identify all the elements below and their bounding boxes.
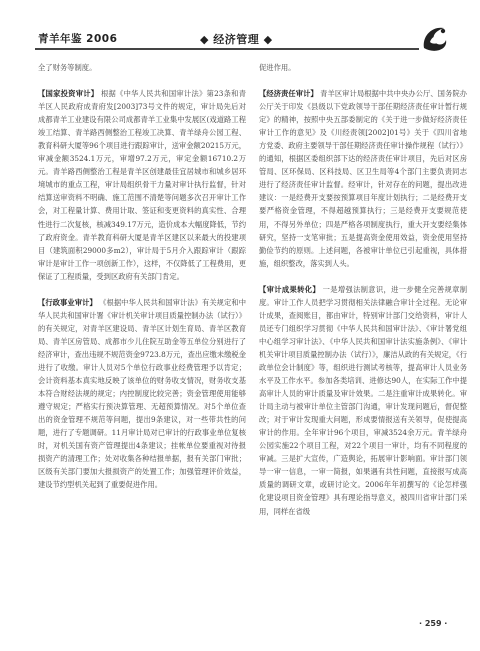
paragraph-heading: 【行政事业审计】 xyxy=(38,297,97,307)
page-header xyxy=(0,0,480,62)
paragraph-text: 青羊区审计局根据中共中央办公厅、国务院办公厅关于印发《县级以下党政领导干部任期经济责任审计暂行规定》的精神，按照中央五部委制定的《关于进一步做好经济责任审计工作的意见》及《川经责领[2002]01号》关于《四川省地方党委、政府主要领导干部任期经济责任审计操作规程（试行）》的通知，根据区委组织部下达的经济责任审计项目，先后对区房管局、区环保局、区科技局、区卫生局等4个部门主要负责同志进行了经济责任审计监督。经审计，针对存在的问题，提出改进建议：一是经费开支要按预算项目年度计划执行；二是经费开支要严格资金管理，不得超越预算执行；三是经费开支要规范使用，不得另外单位；四是严格各项制度执行，重大开支要经集体研究，坚持一支笔审批；五是提高资金使用效益，资金使用坚持勤俭节约的原则。上述问题，各被审计单位已引起重视，具体措施，组织整改，落实到人头。 xyxy=(259,89,467,268)
paragraph-heading: 【国家投资审计】 xyxy=(38,89,99,99)
paragraph-continuation: 全了财务等制度。 xyxy=(38,63,97,72)
paragraph-text: 一是增强法制意识，进一步健全完善规章制度。审计工作人员把学习贯彻相关法律融合审计全过程。无论审计成果，查阅账目，都由审计，特别审计部门交给资料，审计人员还专门组织学习贯彻《中华人民共和国审计法》、《审计署党组中心组学习审计法》、《中华人民共和国审计法实施条例》、《审计机关审计项目质量控制办法（试行）》，廉洁从政的有关规定，《行政单位会计制度》等，组织进行测试考核等，提高审计人员业务水平及工作水平。参加各类培训、进修达90人，在实际工作中提高审计人员的审计质量及审计效果。二是注重审计成果转化。审计局主动与被审计单位主管部门沟通，审计发现问题后，督促整改；对于审计发现重大问题，形成要情报送有关领导，促使提高审计的作用。全年审计96个项目，审减3524余万元。青羊绿舟公园实施22个项目工程，对22个项目一审计，均有不同程度的审减。三是扩大宣传，广造舆论，拓展审计影响面。审计部门领导一审一信息，一审一简报，如果遇有共性问题，直接报写成高质量的调研文章，或研讨论文。2006年年初撰写的《论怎样强化建设项目资金管理》具有理论指导意义，被四川省审计部门采用，同样在省级 xyxy=(259,284,468,516)
paragraph-heading: 【审计成果转化】 xyxy=(259,284,320,294)
paragraph-text: 《根据中华人民共和国审计法》有关规定和中华人民共和国审计署《审计机关审计项目质量控制办法（试行）》的有关规定，对青羊区建设局、青羊区计划生育局、青羊区教育局、青羊区房管局、成都市少儿住院互助金等五单位分别进行了经济审计，查出违规不规范资金9723.8万元，查出应缴未缴税金进行了收缴。审计人员对5个单位行政事业经费管理予以肯定；会计资料基本真实地反映了该单位的财务收支情况，财务收支基本符合财经法规的规定；内控制度比较完善；资金管理使用能够遵守规定；严格实行预决算管理、无超预算情况。对5个单位查出的资金管理不规范等问题，提出9条建议，对一些带共性的问题，进行了专题调研。11月审计局对已审计的行政事业单位复核时，对机关国有资产管理提出4条建议；挂帐单位要重视对待报损资产的清理工作；处对收集各种结报单据，报有关部门审批；区级有关部门要加大报损资产的处置工作；加强管理评价效益，建设节约型机关起到了重要促进作用。 xyxy=(38,297,246,490)
left-column xyxy=(38,61,246,504)
paragraph-text: 根据《中华人民共和国审计法》第23条和青羊区人民政府成青府发[2003]73号文件的规定，审计局先后对成都青羊工业建设有限公司成都青羊工业集中发展区(戏道路工程竣工结算、青羊路西侧整治工程竣工决算、青羊绿舟公园工程、教育科研大厦等96个项目进行跟踪审计，送审金额20215万元，审减金额3524.1万元，审增97.2万元，审定金额16710.2万元。青羊路西侧整治工程是青羊区创建最佳宜居城市和城乡居环境城市的重点工程，审计局组织骨干力量对审计执行监督，针对结算送审资料不明确、施工范围不清楚等问题多次召开审计工作会，对工程量计算、费用计取、签证和变更资料的真实性、合理性进行二次复核，核减349.17万元，造价成本大幅度降低，节约了政府资金。青羊教育科研大厦是青羊区建区以来最大的投建项目（建筑面积29000多m2），审计局于5月介入跟踪审计（跟踪审计是审计工作一项创新工作），这样，不仅降低了工程费用，更保证了工程质量，受到区政府有关部门肯定。 xyxy=(38,89,247,281)
yearbook-logo-icon xyxy=(418,22,452,56)
paragraph-state-investment-audit xyxy=(38,87,246,283)
page-number: · 259 · xyxy=(419,619,448,628)
paragraph-audit-results-transformation xyxy=(259,283,467,518)
yearbook-title: 青羊年鉴 2006 xyxy=(38,33,118,45)
section-title: ◆ 经济管理 ◆ xyxy=(200,33,273,46)
paragraph-administrative-audit xyxy=(38,296,246,492)
header-rule xyxy=(35,48,419,50)
right-column xyxy=(259,61,467,531)
paragraph-continuation: 促进作用。 xyxy=(259,63,296,72)
paragraph-economic-responsibility-audit xyxy=(259,87,467,270)
paragraph-heading: 【经济责任审计】 xyxy=(259,89,318,99)
